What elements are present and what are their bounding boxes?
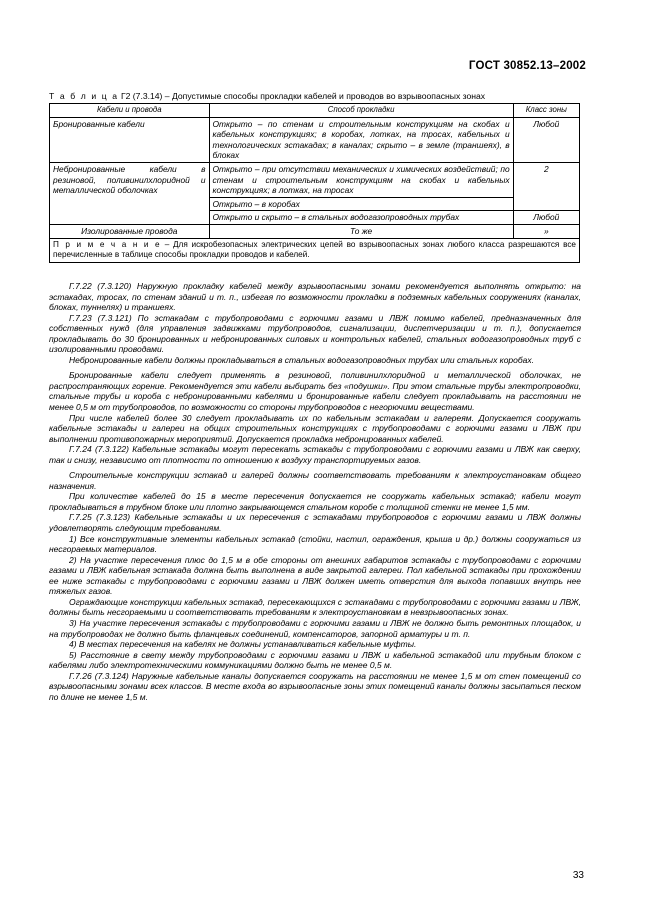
paragraph: Г.7.25 (7.3.123) Кабельные эстакады и их пересечения с эстакадами трубопроводов с горючими газами и ЛВЖ должны удовлетворять следующим требованиям. bbox=[49, 512, 581, 534]
header-zone-class: Класс зоны bbox=[513, 104, 579, 118]
paragraph: Г.7.22 (7.3.120) Наружную прокладку кабелей между взрывоопасными зонами рекомендуется выполнять открыто: на эстакадах, тросах, по стенам зданий и т. п., избегая по возможности прокладки в подземных кабельных сооружениях (каналах, блоках, туннелях) и траншеях. bbox=[49, 281, 581, 313]
header-cables: Кабели и провода bbox=[50, 104, 210, 118]
note-label: П р и м е ч а н и е bbox=[53, 239, 161, 249]
cell-method: Открыто – по стенам и строительным конструкциям на скобах и кабельных конструкциях; в коробах, лотках, на тросах, кабельных и технологических эстакадах; в каналах; скрыто – в земле (траншеях), в блоках bbox=[209, 117, 513, 162]
cell-zone-class: » bbox=[513, 224, 579, 238]
table-row bbox=[50, 224, 580, 238]
document-id: ГОСТ 30852.13–2002 bbox=[468, 60, 586, 72]
body-text bbox=[49, 281, 581, 702]
table-note bbox=[50, 238, 580, 262]
table-caption-text: Г2 (7.3.14) – Допустимые способы прокладки кабелей и проводов во взрывоопасных зонах bbox=[118, 91, 486, 101]
cell-zone-class: Любой bbox=[513, 117, 579, 162]
table-header-row bbox=[50, 104, 580, 118]
cable-methods-table bbox=[49, 103, 580, 263]
note-text: – Для искробезопасных электрических цепей во взрывоопасных зонах любого класса разрешаются все перечисленные в таблице способы прокладки проводов и кабелей. bbox=[53, 239, 576, 260]
paragraph: Г.7.26 (7.3.124) Наружные кабельные каналы допускается сооружать на расстоянии не менее 1,5 м от стен помещений со взрывоопасными зонами всех классов. В месте входа во взрывоопасные зоны этих помещений каналы должны засыпаться песком по длине не менее 1,5 м. bbox=[49, 670, 581, 702]
header-method: Способ прокладки bbox=[209, 104, 513, 118]
cell-zone-class: 2 bbox=[513, 162, 579, 210]
paragraph: 1) Все конструктивные элементы кабельных эстакад (стойки, настил, ограждения, крыша и др.) должны сооружаться из несгораемых материалов. bbox=[49, 533, 581, 555]
cell-method: Открыто и скрыто – в стальных водогазопроводных трубах bbox=[209, 211, 513, 225]
paragraph: 4) В местах пересечения на кабелях не должны устанавливаться кабельные муфты. bbox=[69, 639, 417, 650]
table-caption bbox=[49, 91, 589, 102]
table-row bbox=[50, 117, 580, 162]
cell-cable: Небронированные кабели в резиновой, поливинилхлоридной и металлической оболочках bbox=[50, 162, 210, 224]
paragraph: Г.7.24 (7.3.122) Кабельные эстакады могут пересекать эстакады с трубопроводами с горючими газами и ЛВЖ как сверху, так и снизу, независимо от плотности по отношению к воздуху транспортируемых газов. bbox=[49, 444, 581, 465]
cell-method: То же bbox=[209, 224, 513, 238]
paragraph: Бронированные кабели следует применять в резиновой, поливинилхлоридной и металлической оболочках, не распространяющих горение. Рекомендуется эти кабели выбирать без «подушки». При этом стальные трубы электропроводки, стальные трубы и короба с небронированными кабелями и бронированные кабели следует прокладывать на расстоянии не менее 0,5 м от трубопроводов, по возможности со стороны трубопроводов с негорючими веществами. bbox=[49, 370, 581, 413]
table-caption-label: Т а б л и ц а bbox=[49, 91, 119, 101]
cell-method: Открыто – при отсутствии механических и химических воздействий; по стенам и строительным конструкциям на скобах и кабельных конструкциях; в лотках, на тросах bbox=[209, 162, 513, 197]
cell-zone-class: Любой bbox=[513, 211, 579, 225]
paragraph: Ограждающие конструкции кабельных эстакад, пересекающихся с эстакадами с трубопроводами с горючими газами и ЛВЖ, должны быть несгораемыми и соответствовать требованиям к электроустановкам в невзрывоопасных зонах. bbox=[49, 596, 581, 618]
table-note-row bbox=[50, 238, 580, 262]
paragraph: 3) На участке пересечения эстакады с трубопроводами с горючими газами и ЛВЖ не должно быть ремонтных площадок, и на трубопроводах не должно быть фланцевых соединений, компенсаторов, запорной арматуры и т. п. bbox=[49, 617, 581, 639]
cell-method: Открыто – в коробах bbox=[209, 197, 513, 211]
paragraph: Строительные конструкции эстакад и галерей должны соответствовать требованиям к электроустановкам общего назначения. bbox=[49, 470, 581, 491]
paragraph: 2) На участке пересечения плюс до 1,5 м в обе стороны от внешних габаритов эстакады с трубопроводами с горючими газами и ЛВЖ кабельная эстакада должна быть выполнена в виде закрытой галереи. Пол кабельной эстакады при прохождении ее ниже эстакады с трубопроводами с горючими газами и ЛВЖ должен иметь отверстия для выхода попавших внутрь нее тяжелых газов. bbox=[49, 554, 581, 597]
paragraph: При количестве кабелей до 15 в месте пересечения допускается не сооружать кабельных эстакад; кабели могут прокладываться в трубном блоке или плотно закрывающемся стальном коробе с толщиной стенки не менее 1,5 мм. bbox=[49, 491, 581, 512]
paragraph: Небронированные кабели должны прокладываться в стальных водогазопроводных трубах или стальных коробах. bbox=[69, 354, 534, 365]
paragraph: 5) Расстояние в свету между трубопроводами с горючими газами и ЛВЖ и кабельной эстакадой или трубным блоком с кабелями либо электротехническими коммуникациями должно быть не менее 0,5 м. bbox=[49, 649, 581, 671]
table-row bbox=[50, 162, 580, 197]
page-number: 33 bbox=[572, 870, 584, 881]
cell-cable: Бронированные кабели bbox=[50, 117, 210, 162]
paragraph: При числе кабелей более 30 следует прокладывать их по кабельным эстакадам и галереям. Допускается сооружать кабельные эстакады и галереи на общих строительных конструкциях с трубопроводами с горючими газами и ЛВЖ при выполнении противопожарных мероприятий. Допускается прокладка небронированных кабелей. bbox=[49, 412, 581, 444]
paragraph: Г.7.23 (7.3.121) По эстакадам с трубопроводами с горючими газами и ЛВЖ помимо кабелей, предназначенных для собственных нужд (для управления задвижками трубопроводов, сигнализации, диспетчеризации и т. п.), допускается прокладывать до 30 бронированных и небронированных силовых и контрольных кабелей, стальных водогазопроводных труб с изолированными проводами. bbox=[49, 312, 581, 355]
cell-cable: Изолированные провода bbox=[50, 224, 210, 238]
